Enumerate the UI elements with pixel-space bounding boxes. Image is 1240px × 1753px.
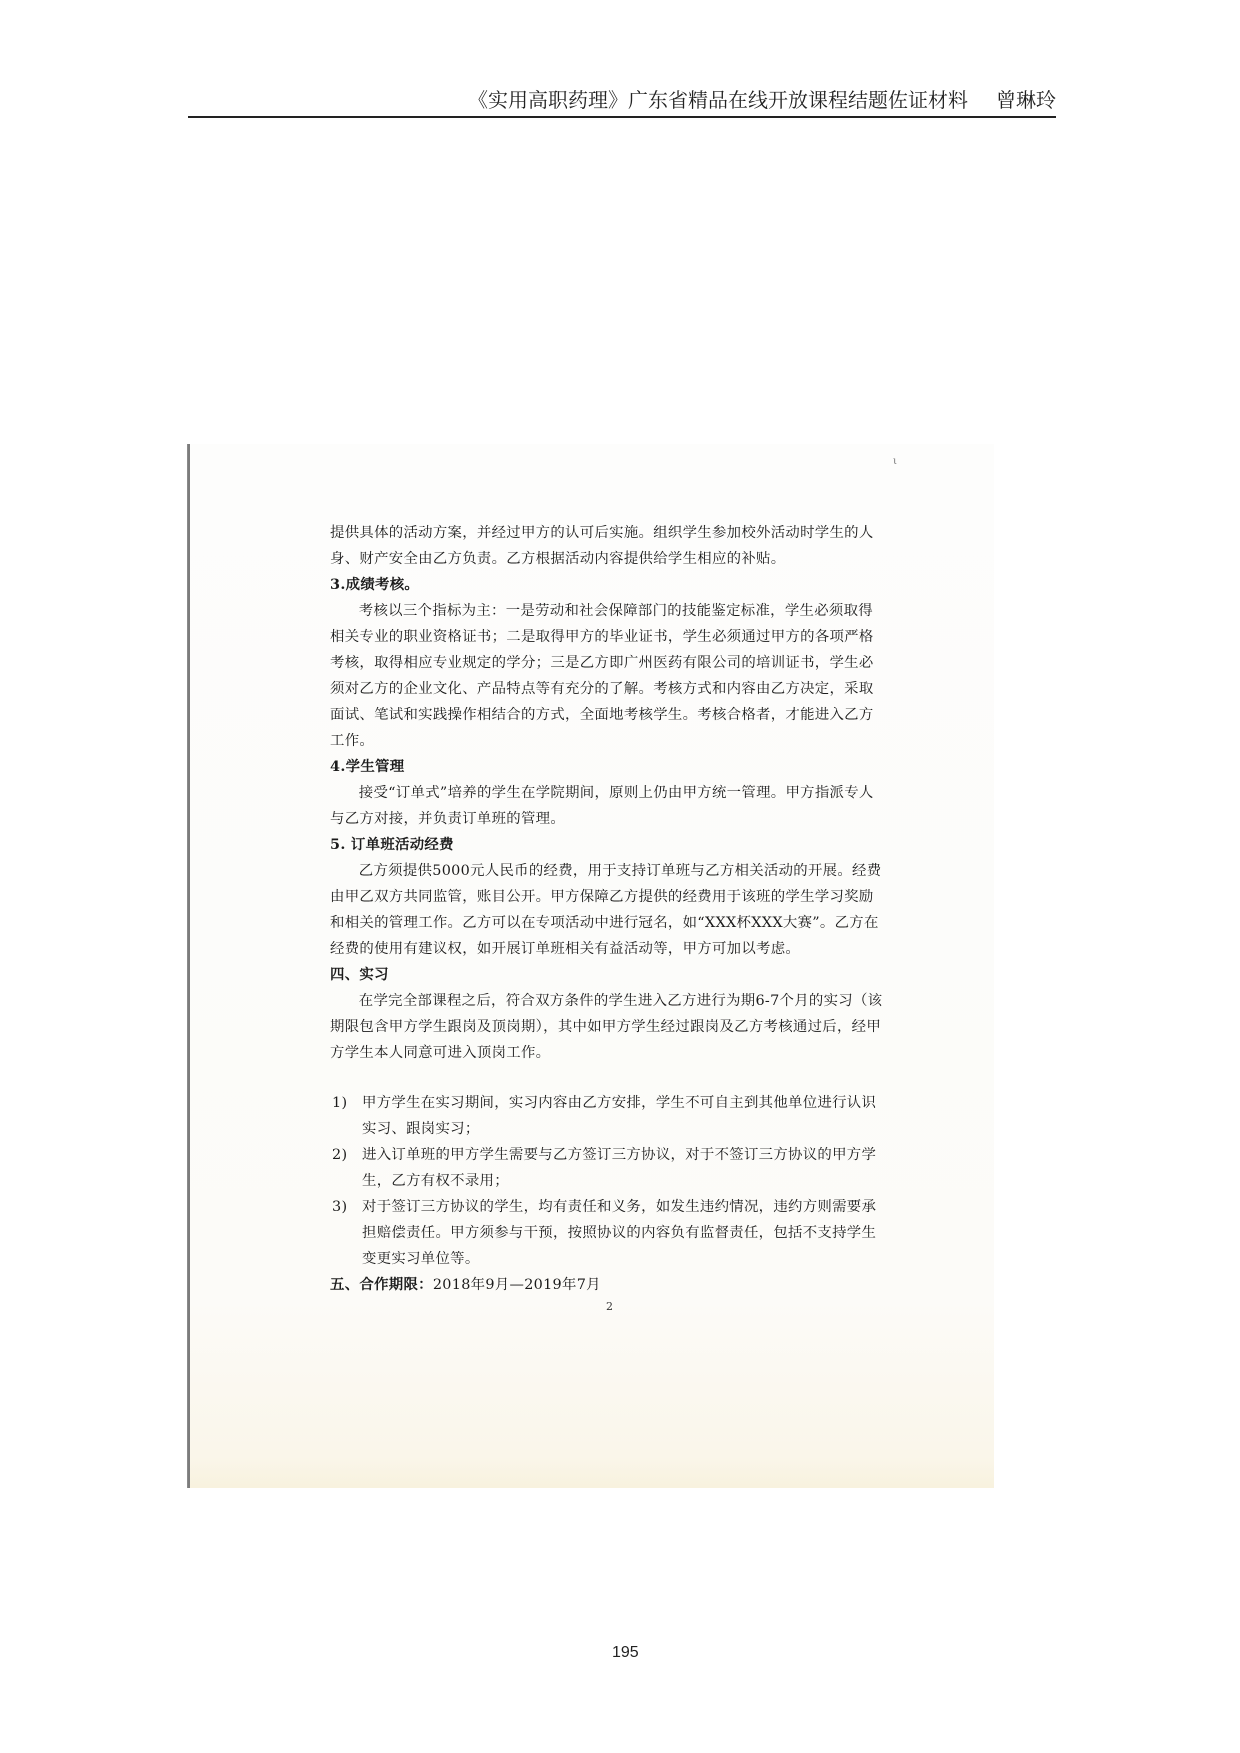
scan-corner-mark: ι bbox=[893, 456, 897, 467]
scan-edge bbox=[188, 444, 190, 1488]
section-heading-student-management: 4.学生管理 bbox=[330, 758, 405, 775]
page-number: 195 bbox=[612, 1644, 639, 1661]
scanned-document-page bbox=[188, 444, 994, 1488]
section-heading-funding: 5. 订单班活动经费 bbox=[330, 836, 454, 853]
scan-page-number: 2 bbox=[606, 1300, 613, 1313]
section-heading-internship: 四、实习 bbox=[330, 966, 389, 983]
internship-list bbox=[330, 1090, 886, 1272]
list-item-number: 2) bbox=[332, 1147, 348, 1163]
paragraph-funding: 乙方须提供5000元人民币的经费，用于支持订单班与乙方相关活动的开展。经费由甲乙双方共同监管，账目公开。甲方保障乙方提供的经费用于该班的学生学习奖励和相关的管理工作。乙方可以在专项活动中进行冠名，如“XXX杯XXX大赛”。乙方在经费的使用有建议权，如开展订单班相关有益活动等，甲方可加以考虑。 bbox=[330, 863, 882, 957]
list-item-number: 1) bbox=[332, 1095, 348, 1111]
paragraph-activity: 提供具体的活动方案，并经过甲方的认可后实施。组织学生参加校外活动时学生的人身、财产安全由乙方负责。乙方根据活动内容提供给学生相应的补贴。 bbox=[330, 525, 874, 567]
running-header bbox=[188, 84, 1056, 118]
cooperation-term-value: 2018年9月—2019年7月 bbox=[432, 1277, 601, 1293]
header-title: 《实用高职药理》广东省精品在线开放课程结题佐证材料 bbox=[468, 88, 968, 112]
list-item bbox=[330, 1194, 886, 1272]
paragraph-internship: 在学完全部课程之后，符合双方条件的学生进入乙方进行为期6-7个月的实习（该期限包含甲方学生跟岗及顶岗期），其中如甲方学生经过跟岗及乙方考核通过后，经甲方学生本人同意可进入顶岗工作。 bbox=[330, 993, 883, 1061]
paragraph-student-management: 接受“订单式”培养的学生在学院期间，原则上仍由甲方统一管理。甲方指派专人与乙方对接，并负责订单班的管理。 bbox=[330, 785, 874, 827]
list-item bbox=[330, 1090, 886, 1142]
paragraph-assessment: 考核以三个指标为主：一是劳动和社会保障部门的技能鉴定标准，学生必须取得相关专业的职业资格证书；二是取得甲方的毕业证书，学生必须通过甲方的各项严格考核，取得相应专业规定的学分；三是乙方即广州医药有限公司的培训证书，学生必须对乙方的企业文化、产品特点等有充分的了解。考核方式和内容由乙方决定，采取面试、笔试和实践操作相结合的方式，全面地考核学生。考核合格者，才能进入乙方工作。 bbox=[330, 603, 874, 749]
list-item bbox=[330, 1142, 886, 1194]
scan-body bbox=[330, 520, 886, 1298]
cooperation-term-label: 五、合作期限： bbox=[330, 1276, 433, 1293]
section-heading-assessment: 3.成绩考核。 bbox=[330, 576, 420, 593]
header-author: 曾琳玲 bbox=[996, 88, 1056, 112]
cooperation-term bbox=[330, 1272, 886, 1298]
list-item-text: 甲方学生在实习期间，实习内容由乙方安排，学生不可自主到其他单位进行认识实习、跟岗实习； bbox=[362, 1095, 877, 1137]
list-item-text: 对于签订三方协议的学生，均有责任和义务，如发生违约情况，违约方则需要承担赔偿责任。甲方须参与干预，按照协议的内容负有监督责任，包括不支持学生变更实习单位等。 bbox=[362, 1199, 877, 1267]
list-item-number: 3) bbox=[332, 1199, 348, 1215]
list-item-text: 进入订单班的甲方学生需要与乙方签订三方协议，对于不签订三方协议的甲方学生，乙方有权不录用； bbox=[362, 1147, 877, 1189]
